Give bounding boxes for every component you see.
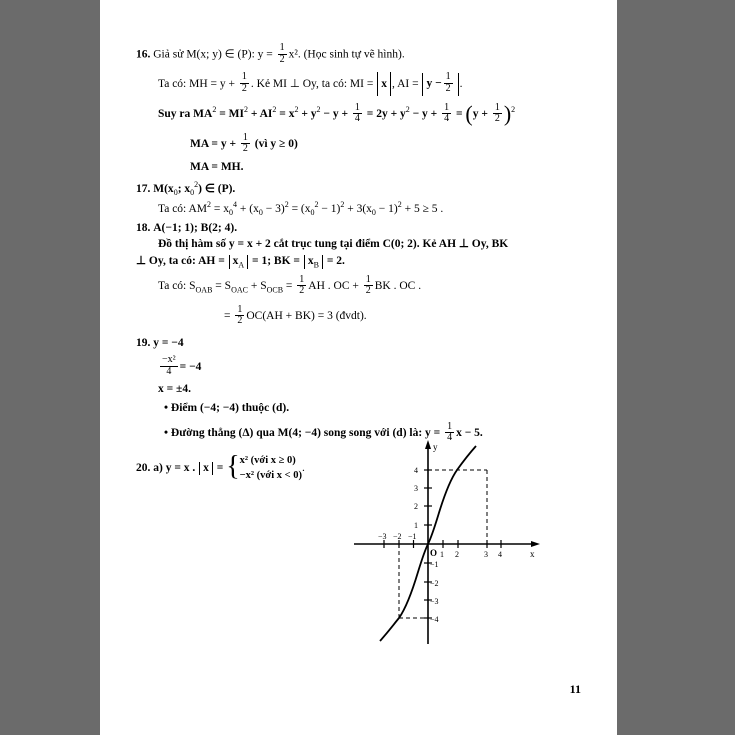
exercise-18-line-3 (136, 255, 588, 269)
ex16-l2-d: . (459, 78, 463, 90)
abs-x: x (377, 72, 391, 96)
ex16-text-b: x². (Học sinh tự vẽ hình). (288, 48, 405, 61)
cases-brace: { (226, 451, 240, 483)
ex16-l4-a: MA = y + (190, 138, 239, 151)
ex20-case-2: −x² (với x < 0) (239, 469, 302, 481)
xtick--2: −2 (393, 532, 402, 541)
exercise-18-line-1 (136, 222, 588, 235)
ex17-l2-f: − 1) (318, 202, 341, 215)
ex16-l3-c: + AI (247, 108, 273, 121)
ex19-l5-a: • Đường thẳng (Δ) qua M(4; −4) song song với (d) là: y = (164, 427, 444, 440)
ex17-l2-b: = x (211, 202, 230, 215)
abs-x-2: x (199, 462, 213, 475)
frac-1-2-g: $\frac{1}{2}$ (365, 273, 371, 297)
ex17-l2-h: − 1) (375, 202, 398, 215)
page-content (136, 44, 588, 485)
function-graph (340, 436, 555, 651)
y-axis-arrow (425, 440, 431, 449)
ex16-l3-e: + y (298, 108, 317, 121)
ex16-l3-b: = MI (216, 108, 244, 121)
ex17-l2-d: − 3) (262, 202, 285, 215)
ex18-l4-d: = (283, 280, 296, 293)
ex17-l2-a: Ta có: AM (158, 202, 208, 215)
exercise-16-line-5 (136, 161, 588, 174)
frac-1-2-b: $\frac{1}{2}$ (241, 71, 247, 94)
xtick-1: 1 (440, 550, 444, 559)
ex17-l1-a: M(x (153, 182, 174, 195)
exercise-18-line-2 (136, 238, 588, 251)
exercise-16 (136, 44, 588, 175)
document-page (100, 0, 617, 735)
exercise-18-number: 18. (136, 222, 151, 235)
ytick--3: −3 (430, 597, 439, 606)
ex20-dot: . (302, 462, 305, 475)
ex16-l2-b: . Kẻ MI ⊥ Oy, ta có: MI = (250, 78, 377, 90)
ytick--1: −1 (430, 560, 439, 569)
exercise-19-line-1 (136, 337, 588, 350)
ex17-l2-i: + 5 ≥ 5 . (401, 202, 444, 215)
x-axis-arrow (531, 541, 540, 547)
ex17-l2-e: = (x (288, 202, 311, 215)
ex17-l1-b: ; x (177, 182, 191, 195)
frac-1-4-b: $\frac{1}{4}$ (444, 101, 450, 124)
ex18-l5-a: = (224, 310, 234, 323)
paren-open: ( (465, 100, 473, 126)
exercise-19 (136, 337, 588, 445)
ex16-text-a: Giả sử M(x; y) ∈ (P): y = (153, 48, 276, 61)
ex16-l3-a: Suy ra MA (158, 108, 213, 121)
ex17-l1-c: ) ∈ (P). (198, 182, 236, 195)
ex18-l4-a: Ta có: S (158, 280, 196, 293)
ex18-l4-c: + S (247, 280, 267, 293)
frac-1-2: $\frac{1}{2}$ (279, 42, 285, 65)
ex18-l4-e: AH . OC + (308, 280, 362, 293)
ex16-l2-c: , AI = (391, 78, 422, 90)
ex19-l3: x = ±4. (158, 382, 191, 395)
exercise-16-number: 16. (136, 48, 151, 61)
ex19-l2-eq: = −4 (179, 360, 202, 373)
cases-block (240, 454, 302, 482)
frac-negx2-4: $\frac{\text{−x²}}{4}$ (162, 354, 176, 377)
exercise-16-line-1 (136, 44, 588, 66)
ex17-l2-c: + (x (237, 202, 259, 215)
abs-xb: $x_B$ (304, 255, 323, 269)
origin-label: O (430, 548, 438, 558)
exercise-17-number: 17. (136, 182, 151, 195)
exercise-18-line-5 (136, 304, 588, 328)
xtick-3: 3 (484, 550, 488, 559)
abs-y-minus-half: y − $\frac{1}{2}$ (422, 73, 458, 95)
ex16-l3-i: = (453, 108, 466, 121)
xtick--3: −3 (378, 532, 387, 541)
exercise-16-line-4 (136, 132, 588, 156)
exercise-18-line-4: Ta có: $S_{OAB} = S_{OAC} + S_{OCB}$ = $\frac{1}{2}$ AH . OC + $\frac{1}{2}$ BK . OC . (158, 273, 422, 297)
frac-1-2-f: $\frac{1}{2}$ (299, 273, 305, 297)
ytick-1: 1 (414, 521, 418, 530)
xtick--1: −1 (408, 532, 417, 541)
frac-1-2-c: $\frac{1}{2}$ (445, 71, 451, 94)
ex18-l5-b: OC(AH + BK) = 3 (đvdt). (246, 310, 367, 323)
xtick-2: 2 (455, 550, 459, 559)
paren-close: ) (503, 100, 512, 126)
ex20-a: a) y = x . (153, 462, 199, 475)
ex20-eq: = (213, 462, 227, 475)
ex18-l3-b: = 1; BK = (249, 254, 303, 267)
exercise-17 (136, 180, 588, 218)
ex19-l5-b: x − 5. (456, 427, 483, 440)
frac-1-2-e: $\frac{1}{2}$ (242, 131, 248, 155)
frac-1-4: $\frac{1}{4}$ (354, 101, 360, 124)
abs-xa: $x_A$ (229, 255, 249, 269)
ex18-l2-a: Đồ thị hàm số y = x + 2 cắt trục tung tại điểm C(0; 2). Kẻ AH ⊥ Oy, BK (158, 238, 509, 251)
page-number: 11 (569, 682, 581, 696)
ex16-l3-d: = x (276, 108, 295, 121)
x-axis-label: x (530, 549, 535, 559)
ex19-l1: y = −4 (153, 337, 184, 350)
ex16-l3-g: = 2y + y (363, 108, 406, 121)
y-axis-label: y (433, 442, 438, 452)
ex17-l2-g: + 3(x (344, 202, 372, 215)
ex16-l3-f: − y + (320, 108, 351, 121)
ex16-l4-b: (vì y ≥ 0) (251, 138, 298, 151)
exercise-19-number: 19. (136, 337, 151, 350)
ex18-l3-a: ⊥ Oy, ta có: AH = (136, 254, 228, 267)
exercise-17-line-2: Ta có: $AM^2 = x_0^4 + (x_0 - 3)^2 = (x_0^2 - 1)^2 + 3(x_0 - 1)^2 + 5 \ge 5$ . (158, 199, 444, 218)
exercise-16-line-3: Suy ra $MA^2 = MI^2 + AI^2 = x^2 + y^2 - y$ + $\frac{1}{4}$ = $2y + y^2 - y$ + $\frac{1}{4}$ = (y + $\frac{1}{2}$ )$^2$ (158, 100, 516, 126)
ytick--4: −4 (430, 615, 439, 624)
xtick-4: 4 (498, 550, 502, 559)
ex18-l1: A(−1; 1); B(2; 4). (153, 222, 238, 235)
frac-1-2-h: $\frac{1}{2}$ (237, 303, 243, 327)
exercise-16-line-2 (136, 72, 588, 96)
frac-1-2-d: $\frac{1}{2}$ (494, 101, 500, 124)
ytick-3: 3 (414, 484, 418, 493)
ex19-l4: • Điểm (−4; −4) thuộc (d). (164, 402, 290, 414)
ex16-l3-j: y + (472, 108, 491, 121)
ex16-l5: MA = MH. (190, 161, 244, 174)
exercise-19-line-4 (136, 402, 588, 415)
exercise-17-line-1: 17. $M(x_0$; $x_0^2$) ∈ (P). (136, 179, 236, 197)
exercise-19-line-2 (136, 355, 588, 379)
ex18-l3-c: = 2. (323, 254, 345, 267)
exercise-20-number: 20. (136, 462, 151, 475)
exercise-19-line-3 (136, 383, 588, 396)
ytick--2: −2 (430, 579, 439, 588)
ex18-l4-b: = S (212, 280, 232, 293)
ex18-l4-f: BK . OC . (374, 280, 422, 293)
ex16-l2-a: Ta có: MH = y + (158, 78, 238, 90)
exercise-18 (136, 222, 588, 328)
ytick-4: 4 (414, 466, 418, 475)
ytick-2: 2 (414, 502, 418, 511)
ex20-case-1: x² (với x ≥ 0) (239, 455, 296, 467)
frac-1-4-c: $\frac{1}{4}$ (447, 420, 453, 444)
ex16-l3-h: − y + (409, 108, 441, 121)
